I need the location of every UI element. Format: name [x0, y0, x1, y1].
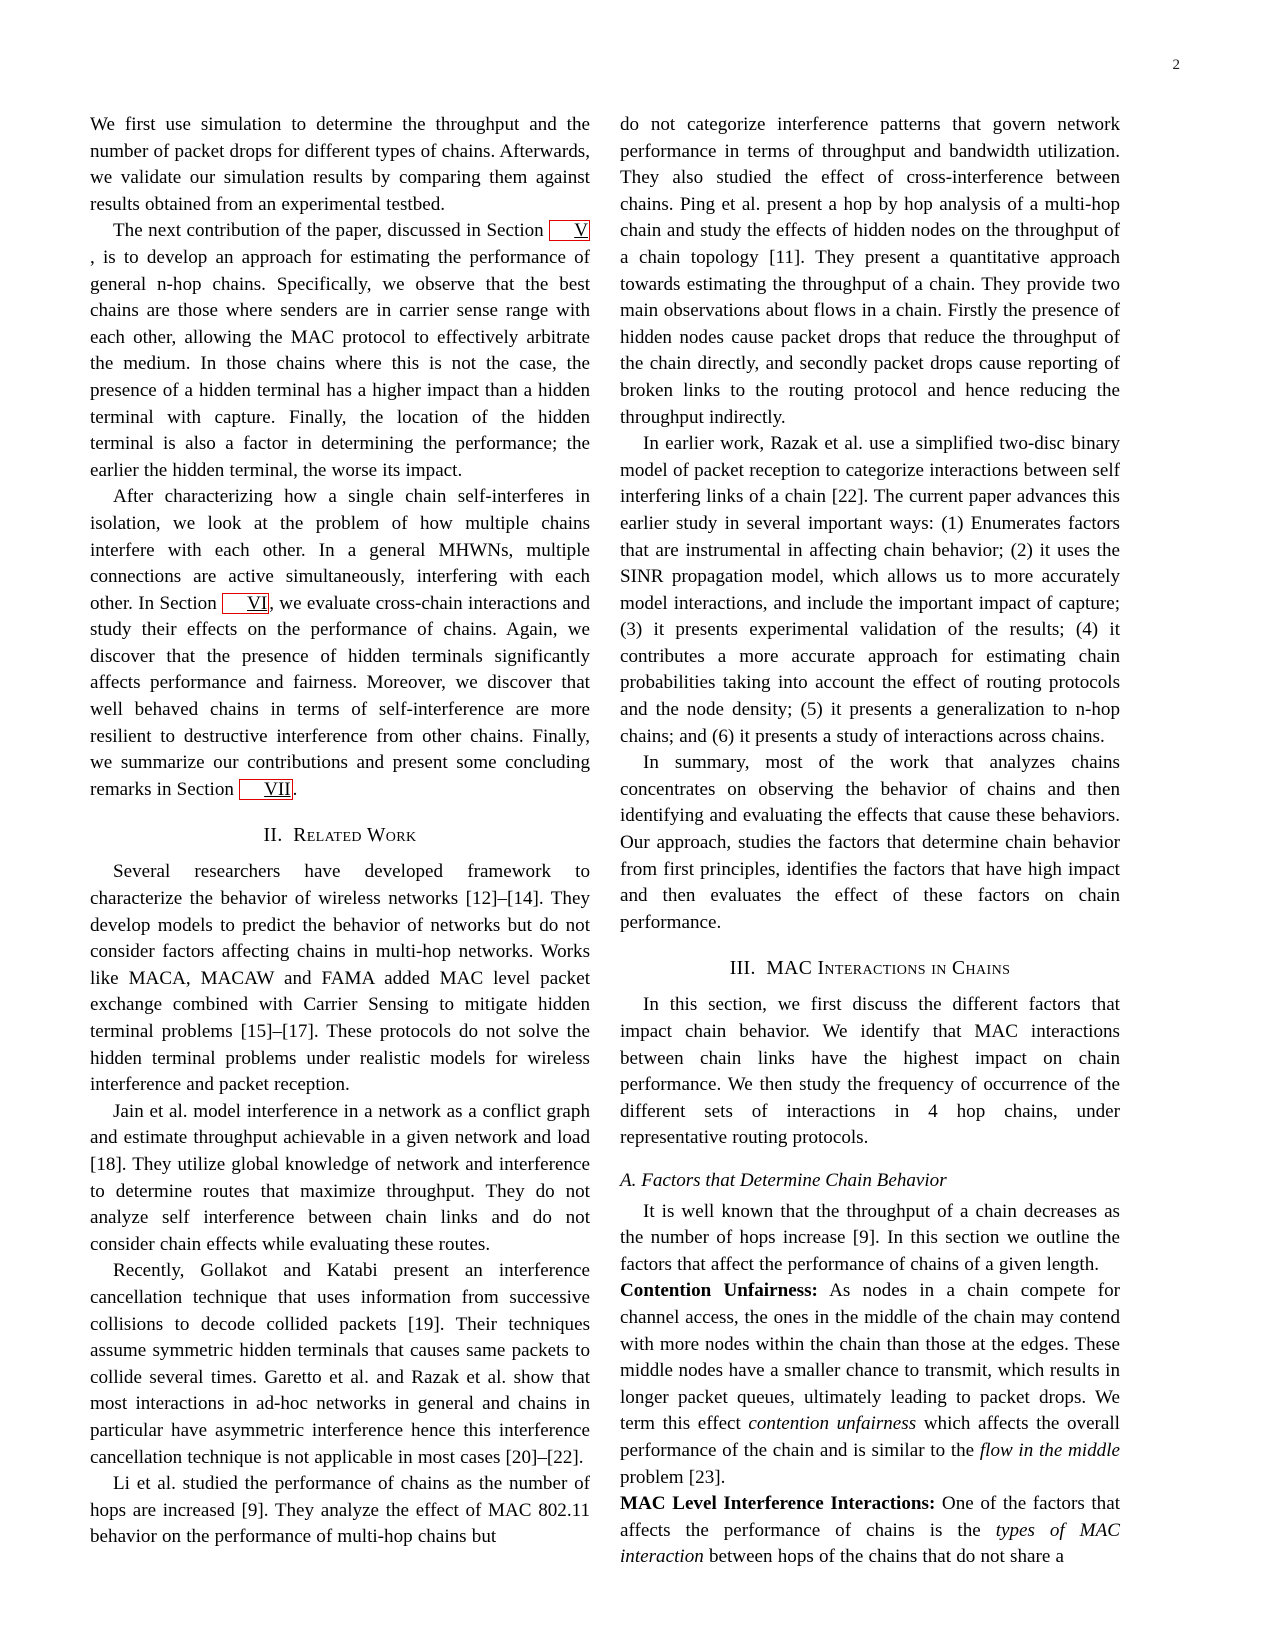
paragraph-text: do not categorize interference patterns that govern network performance in terms of throughput and bandwidth utilization. They also studied the effect of cross-interference between chains. Ping et al. present a hop by hop analysis of a multi-hop chain and study the effects of hidden nodes on the throughput of a chain topology [11]. They present a quantitative approach towards estimating the throughput of a chain. They provide two main observations about flows in a chain. Firstly the presence of hidden nodes cause packet drops that reduce the throughput of the chain directly, and secondly packet drops cause reporting of broken links to the routing protocol and hence reducing the throughput indirectly. [620, 114, 1120, 428]
paragraph-text: In earlier work, Razak et al. use a simplified two-disc binary model of packet reception to categorize interactions between self interfering links of a chain [22]. The current paper advances this earlier study in several important ways: (1) Enumerates factors that are instrumental in affecting chain behavior; (2) it uses the SINR propagation model, which allows us to more accurately model interactions, and include the important impact of capture; (3) it presents experimental validation of the results; (4) it contributes a more accurate approach for estimating chain probabilities taking into account the effect of routing protocols and the node density; (5) it presents a generalization to n-hop chains; and (6) it presents a study of interactions across chains. [620, 433, 1120, 747]
paragraph-intro-simulation [90, 112, 590, 218]
paragraph-text: We first use simulation to determine the throughput and the number of packet drops for different types of chains. Afterwards, we validate our simulation results by comparing them against results obtained from an experimental testbed. [90, 114, 590, 215]
paragraph-text-part-a: As nodes in a chain compete for channel access, the ones in the middle of the chain may contend with more nodes within the chain than those at the edges. These middle nodes have a smaller chance to transmit, which results in longer packet queues, ultimately leading to packet drops. We term this effect [620, 1280, 1120, 1435]
paragraph-text-part-c: problem [23]. [620, 1466, 726, 1488]
paragraph-text: In this section, we first discuss the different factors that impact chain behavior. We identify that MAC interactions between chain links have the highest impact on chain performance. We then study the frequency of occurrence of the different sets of interactions in 4 hop chains, under representative routing protocols. [620, 994, 1120, 1149]
paragraph-related-work-2 [90, 1099, 590, 1259]
paragraph-text: Li et al. studied the performance of chains as the number of hops are increased [9]. They analyze the effect of MAC 802.11 behavior on the performance of multi-hop chains but [90, 1473, 590, 1548]
paragraph-text-part-b: which affects the overall performance of the chain and is similar to the [620, 1413, 1120, 1461]
section-title: Related Work [293, 825, 417, 847]
run-in-term-mac-level-interference: MAC Level Interference Interactions: [620, 1493, 936, 1515]
paragraph-related-work-4 [90, 1471, 590, 1551]
paragraph-mac-interactions-intro [620, 992, 1120, 1152]
paragraph-factors-intro [620, 1199, 1120, 1279]
xref-section-vi[interactable]: VI [222, 593, 269, 614]
paragraph-text-part-a: One of the factors that affects the performance of chains is the [620, 1493, 1120, 1541]
paragraph-text-part-b: between hops of the chains that do not share a [703, 1546, 1064, 1568]
paragraph-text-part-b: , is to develop an approach for estimating the performance of general n-hop chains. Specifically, we observe that the best chains are those where senders are in carrier sense range with each other, allowing the MAC protocol to effectively arbitrate the medium. In those chains where this is not the case, the presence of a hidden terminal has a higher impact than a hidden terminal with capture. Finally, the location of the hidden terminal is also a factor in determining the performance; the earlier the hidden terminal, the worse its impact. [90, 246, 590, 481]
paragraph-mac-level-interference [620, 1491, 1120, 1571]
paragraph-text-part-a: The next contribution of the paper, discussed in Section [113, 220, 550, 242]
paragraph-summary [620, 750, 1120, 936]
section-heading-related-work [90, 823, 590, 849]
paragraph-contention-unfairness [620, 1278, 1120, 1491]
paragraph-related-work-1 [90, 859, 590, 1098]
xref-section-vii[interactable]: VII [239, 779, 293, 800]
paragraph-earlier-work-razak [620, 431, 1120, 750]
section-title: MAC Interactions in Chains [766, 958, 1011, 980]
paragraph-text-part-a: After characterizing how a single chain self-interferes in isolation, we look at the problem of how multiple chains interfere with each other. In a general MHWNs, multiple connections are active simultaneously, interfering with each other. In Section [90, 486, 590, 614]
left-column [90, 112, 590, 1548]
paragraph-related-work-3 [90, 1258, 590, 1471]
paragraph-continued-li-et-al [620, 112, 1120, 431]
paragraph-text: Several researchers have developed framework to characterize the behavior of wireless networks [12]–[14]. They develop models to predict the behavior of networks but do not consider factors affecting chains in multi-hop networks. Works like MACA, MACAW and FAMA added MAC level packet exchange combined with Carrier Sensing to mitigate hidden terminal problems [15]–[17]. These protocols do not solve the hidden terminal problems under realistic models for wireless interference and packet reception. [90, 861, 590, 1096]
page-number: 2 [1172, 57, 1180, 73]
run-in-term-contention-unfairness: Contention Unfairness: [620, 1280, 818, 1302]
paragraph-text: Recently, Gollakot and Katabi present an interference cancellation technique that uses information from successive collisions to decode collided packets [19]. Their techniques assume symmetric hidden terminals that causes same packets to collide several times. Garetto et al. and Razak et al. show that most interactions in ad-hoc networks in general and chains in particular have asymmetric interference hence this interference cancellation technique is not applicable in most cases [20]–[22]. [90, 1260, 590, 1468]
paragraph-text-part-c: . [292, 778, 298, 800]
paragraph-text: In summary, most of the work that analyzes chains concentrates on observing the behavior of chains and then identifying and evaluating the effects that cause these behaviors. Our approach, studies the factors that determine chain behavior from first principles, identifies the factors that have high impact and then evaluates the effect of these factors on chain performance. [620, 752, 1120, 933]
emphasis-flow-in-the-middle: flow in the middle [979, 1439, 1120, 1461]
paragraph-next-contribution [90, 218, 590, 484]
emphasis-contention-unfairness: contention unfairness [748, 1413, 917, 1435]
paragraph-cross-chain [90, 484, 590, 803]
section-numeral: II. [263, 825, 283, 847]
xref-section-v[interactable]: V [549, 220, 590, 241]
section-numeral: III. [729, 958, 756, 980]
section-heading-mac-interactions [620, 956, 1120, 982]
emphasis-types-of-mac-interaction: types of MAC interaction [620, 1519, 1120, 1568]
paragraph-text: It is well known that the throughput of a chain decreases as the number of hops increase [9]. In this section we outline the factors that affect the performance of chains of a given length. [620, 1200, 1120, 1275]
right-column [620, 112, 1120, 1568]
paragraph-text: Jain et al. model interference in a network as a conflict graph and estimate throughput achievable in a given network and load [18]. They utilize global knowledge of network and interference to determine routes that maximize throughput. They do not analyze self interference between chain links and do not consider chain effects while evaluating these routes. [90, 1100, 590, 1255]
paragraph-text-part-b: , we evaluate cross-chain interactions and study their effects on the performance of chains. Again, we discover that the presence of hidden terminals significantly affects performance and fairness. Moreover, we discover that well behaved chains in terms of self-interference are more resilient to destructive interference from other chains. Finally, we summarize our contributions and present some concluding remarks in Section [90, 592, 590, 800]
subsection-heading-factors: A. Factors that Determine Chain Behavior [620, 1169, 947, 1191]
two-column-body [90, 112, 1185, 1568]
